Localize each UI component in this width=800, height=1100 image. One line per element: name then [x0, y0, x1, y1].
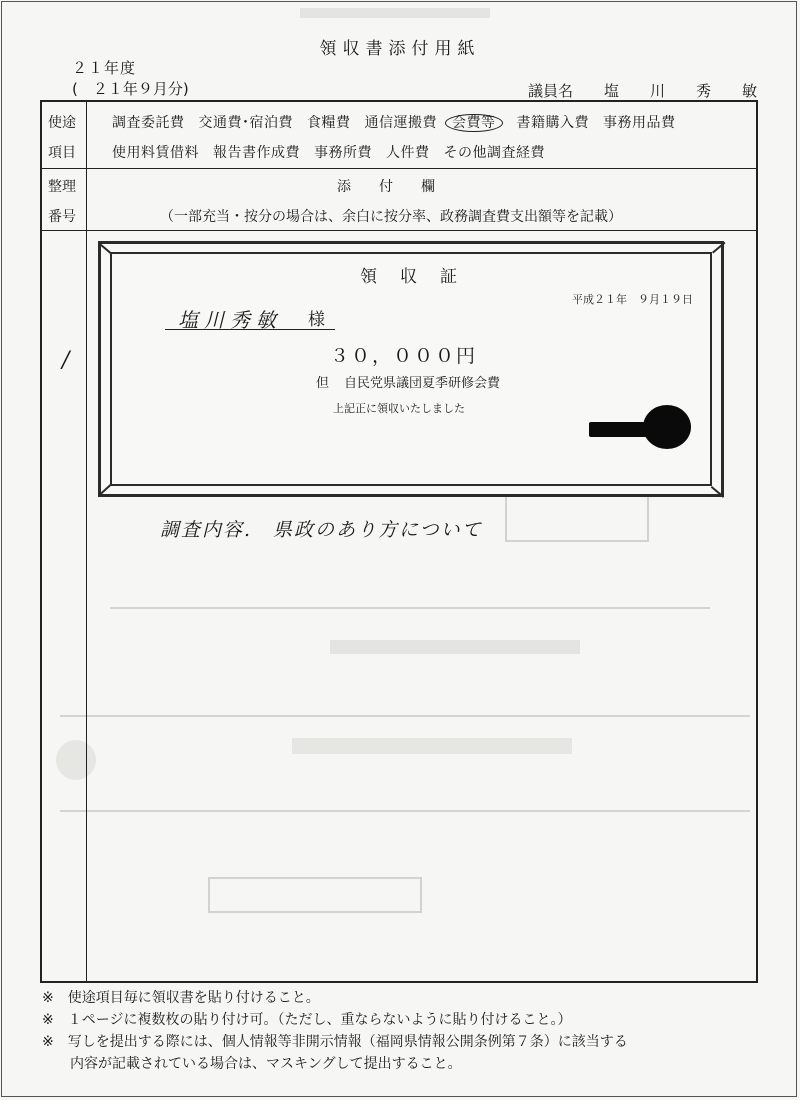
category-item: 食糧費 [307, 115, 351, 131]
category-item: 使用料賃借料 [112, 145, 199, 161]
fiscal-year: ２１年度 [72, 59, 137, 77]
receipt-amount: ３０，０００円 [330, 345, 478, 367]
receipt-purpose-prefix: 但 [316, 376, 330, 391]
usage-label-1: 使途 [48, 115, 76, 131]
attachment-note: （一部充当・按分の場合は、余白に按分率、政務調査費支出額等を記載） [160, 209, 622, 225]
category-item: その他調査経費 [443, 145, 545, 161]
notes-section [42, 987, 628, 1075]
usage-label-2: 項目 [48, 145, 76, 161]
row-divider [40, 168, 758, 169]
category-row-2 [112, 142, 545, 162]
member-label: 議員名 [528, 82, 574, 100]
row-divider [40, 230, 758, 231]
category-item: 報告書作成費 [213, 145, 300, 161]
category-item: 書籍購入費 [516, 115, 589, 131]
attachment-title: 添 付 欄 [337, 179, 435, 195]
note-line: ※ 写しを提出する際には、個人情報等非開示情報（福岡県情報公開条例第７条）に該当する [42, 1034, 628, 1050]
member-name: 塩 川 秀 敏 [604, 82, 766, 100]
category-item: 交通費･宿泊費 [198, 115, 293, 131]
receipt-date: 平成２１年 ９月１９日 [572, 293, 693, 306]
receipt-purpose: 自民党県議団夏季研修会費 [344, 376, 501, 391]
category-item: 事務用品費 [603, 115, 676, 131]
handwritten-note: 調査内容. 県政のあり方について [160, 519, 483, 541]
category-item: 通信運搬費 [364, 115, 437, 131]
number-label-1: 整理 [48, 179, 76, 195]
number-label-2: 番号 [48, 209, 76, 225]
category-item: 会費等 [445, 114, 503, 132]
bleed-through-mark [300, 8, 490, 18]
note-line: ※ １ページに複数枚の貼り付け可。（ただし、重ならないように貼り付けること。） [42, 1012, 572, 1028]
redaction-mask [585, 400, 695, 455]
report-month: ( ２１年９月分) [72, 80, 189, 98]
redaction-bar [589, 422, 659, 437]
receipt-recipient: 塩川秀敏 [178, 308, 282, 332]
category-item: 事務所費 [314, 145, 372, 161]
column-divider [86, 100, 87, 983]
category-row-1 [112, 112, 676, 132]
receipt-honorific: 様 [308, 310, 325, 330]
entry-number: / [62, 348, 70, 373]
recipient-underline [165, 329, 335, 330]
page-title: 領収書添付用紙 [319, 39, 481, 59]
note-line: 内容が記載されている場合は、マスキングして提出すること。 [42, 1056, 462, 1072]
receipt-confirm: 上記正に領収いたしました [333, 402, 465, 415]
category-item: 調査委託費 [112, 115, 185, 131]
category-item: 人件費 [386, 145, 430, 161]
receipt-title: 領 収 証 [360, 267, 460, 287]
note-line: ※ 使途項目毎に領収書を貼り付けること。 [42, 990, 320, 1006]
